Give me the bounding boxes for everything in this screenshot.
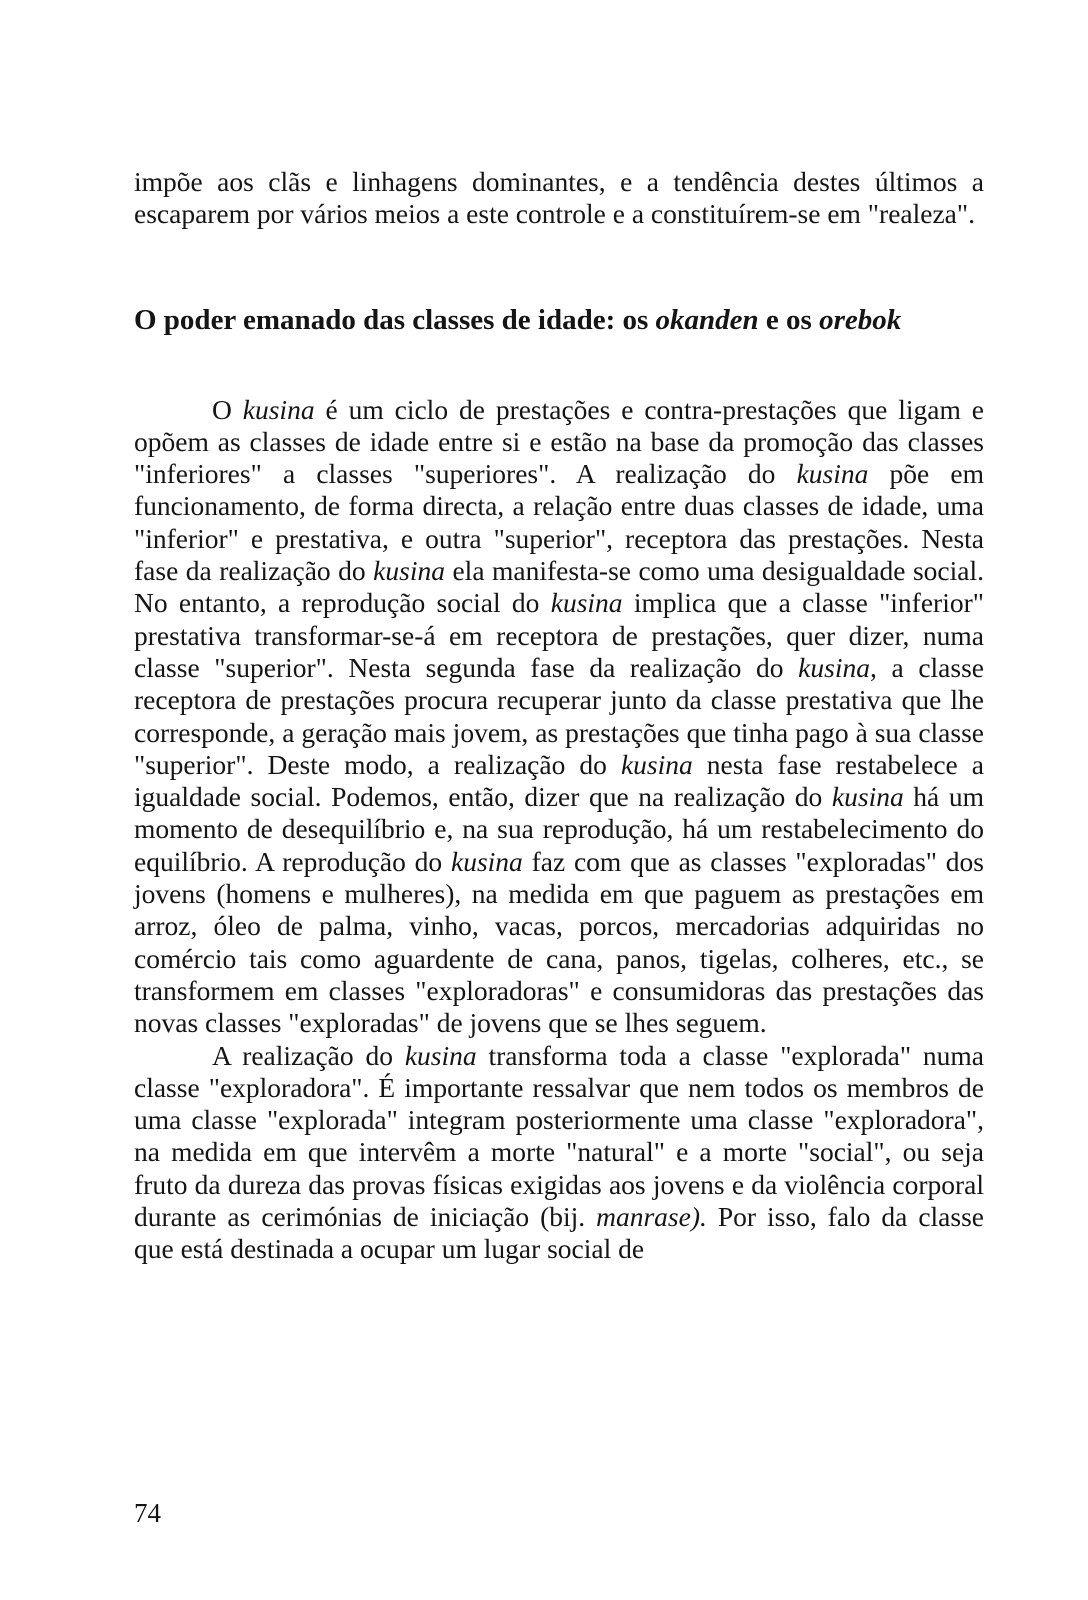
intro-text: impõe aos clãs e linhagens dominantes, e a tendência destes últimos a escaparem por vários meios a este controle e a constituírem-se em "realeza". (134, 166, 984, 230)
p2-text: transforma toda a classe "explorada" numa classe "exploradora". É importante ressalvar que nem todos os membros de uma classe "explorada" integram posteriormente uma classe "exploradora", na medida em que intervêm a morte "natural" e a morte "social", ou seja fruto da dureza das provas físicas exigidas aos jovens e da violência corporal durante as cerimónias de iniciação (bij. (134, 1039, 985, 1233)
p1-text: O (212, 393, 243, 425)
section-heading (134, 304, 984, 336)
p1-term: kusina (831, 781, 904, 813)
p1-text: , a classe receptora de prestações procura recuperar junto da classe prestativa que lhe corresponde, a geração mais jovem, as prestações que tinha pago à sua classe "superior". Deste modo, a realização do (134, 651, 985, 780)
p2-text: Por isso, falo da classe que está destinada a ocupar um lugar social de (134, 1201, 984, 1265)
heading-prefix: O poder emanado das classes de idade: os (134, 303, 656, 336)
intro-paragraph (134, 166, 984, 231)
p1-term: kusina (620, 748, 693, 780)
p1-text: há um momento de desequilíbrio e, na sua reprodução, há um restabelecimento do equilíbrio. A reprodução do (134, 781, 984, 877)
p1-text: nesta fase restabelece a igualdade social. Podemos, então, dizer que na realização do (134, 748, 985, 813)
heading-middle: e os (758, 303, 820, 336)
p1-term: kusina (796, 458, 869, 490)
p1-text: implica que a classe "inferior" prestativa transformar-se-á em receptora de prestações, quer dizer, numa classe "superior". Nesta segunda fase da realização do (134, 587, 984, 683)
p2-term: manrase). (596, 1201, 707, 1233)
paragraph-1 (134, 394, 984, 1040)
heading-term-okanden: okanden (655, 303, 759, 336)
p1-text: é um ciclo de prestações e contra-prestações que ligam e opõem as classes de idade entre si e estão na base da promoção das classes "inferiores" a classes "superiores". A realização do (134, 393, 984, 490)
p1-term: kusina (242, 393, 315, 425)
p1-text: põe em funcionamento, de forma directa, a relação entre duas classes de idade, uma "inferior" e prestativa, e outra "superior", receptora das prestações. Nesta fase da realização do (134, 458, 985, 587)
heading-term-orebok: orebok (819, 303, 902, 336)
paragraph-2 (134, 1040, 984, 1266)
p2-text: A realização do (212, 1039, 405, 1071)
p2-term: kusina (404, 1039, 477, 1071)
p1-term: kusina (373, 555, 445, 587)
page-body (134, 166, 984, 1266)
p1-term: kusina (450, 845, 523, 877)
p1-text: ela manifesta-se como uma desigualdade social. No entanto, a reprodução social do (134, 555, 984, 619)
p1-text: faz com que as classes "exploradas" dos jovens (homens e mulheres), na medida em que paguem as prestações em arroz, óleo de palma, vinho, vacas, porcos, mercadorias adquiridas no comércio tais como aguardente de cana, panos, tigelas, colheres, etc., se transformem em classes "exploradoras" e consumidoras das prestações das novas classes "exploradas" de jovens que se lhes seguem. (134, 845, 984, 1039)
page-number: 74 (134, 1498, 161, 1528)
p1-term: kusina (798, 651, 870, 683)
p1-term: kusina (550, 587, 623, 619)
